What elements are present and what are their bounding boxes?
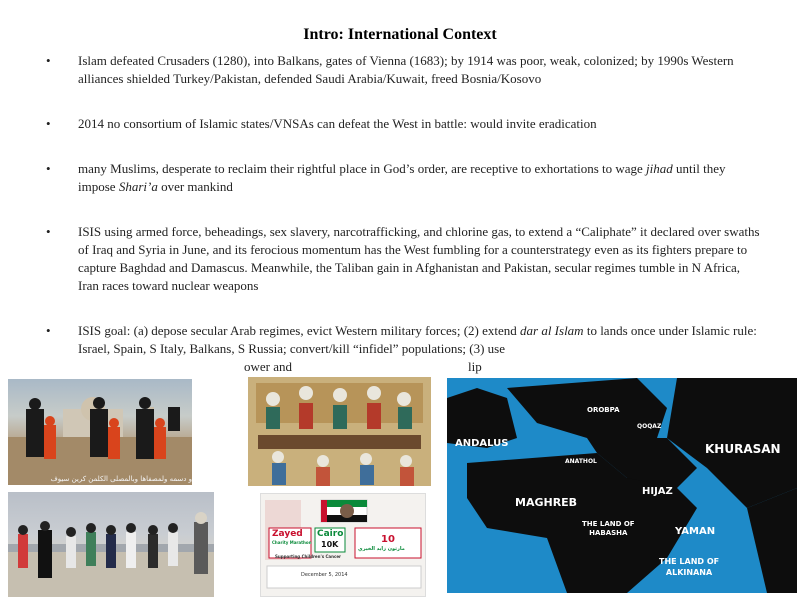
map-label-habasha-line2: HABASHA [589,529,628,537]
bullet-text: 2014 no consortium of Islamic states/VNSAs can defeat the West in battle: would invite eradication [78,116,597,131]
map-label-maghreb: MAGHREB [515,496,578,509]
dancers-illustration [8,492,214,597]
bullet-isis-goal [40,322,760,376]
map-label-alkinana-line2: ALKINANA [665,568,713,577]
poster-zayed: Zayed [272,529,303,539]
poster-ten: 10 [381,534,395,545]
map-label-yaman: YAMAN [675,526,716,537]
bullet-text: Islam defeated Crusaders (1280), into Balkans, gates of Vienna (1683); by 1914 was poor, weak, colonized; by 1990s Western alliances shielded Turkey/Pakistan, defended Saudi Arabia/Kuwait, freed Bosnia/Kosovo [78,53,734,86]
bullet-text-mid: to lands once under Islamic rule: Israel, Spain, S Italy, Balkans, S Russia; convert/kill “infidel” populations; (3) use [78,323,757,356]
bullet-text-post: over mankind [157,179,233,194]
photo-caption: و دسمه ولمصفاها وبالمصلى الكلمن كرين سيوف [50,475,192,483]
poster-date: December 5, 2014 [301,572,348,578]
map-label-qoqaz: QOQAZ [637,423,662,430]
map-label-anathol: ANATHOL [565,458,597,465]
map-label-habasha-line1: THE LAND OF [582,520,635,528]
desert-scene-illustration [8,379,192,485]
bullet-term-sharia: Shari’a [118,179,158,194]
bullet-text-mid: until they impose [78,161,726,194]
slide-title: Intro: International Context [303,26,497,43]
bullet-term-dar-al-islam: dar al Islam [520,323,584,338]
bullet-consortium [40,115,760,133]
poster-cairo: Cairo [317,529,344,539]
map-label-alkinana-line1: THE LAND OF [659,557,720,566]
marathon-poster [260,493,426,597]
bullet-jihad [40,160,760,196]
map-label-alkinana [659,556,719,578]
poster-zayed-subtitle: Charity Marathon [272,540,312,545]
bullet-text-pre: many Muslims, desperate to reclaim their rightful place in God’s order, are receptive to exhortations to wage [78,161,647,176]
bullet-text-fragment: ower and [244,359,293,374]
poster-distance: 10K [321,540,339,549]
bullet-isis-caliphate [40,223,760,295]
bullet-text-pre: ISIS goal: (a) depose secular Arab regimes, evict Western military forces; (2) extend [78,323,521,338]
bullet-text-fragment: lip [468,359,482,374]
map-illustration [447,378,797,593]
dancing-women-photo [8,492,214,597]
bullet-history [40,52,760,88]
ottoman-miniature-painting [248,377,431,486]
map-label-hijaz: HIJAZ [642,486,673,497]
caliphate-map [447,378,797,593]
bullet-list [40,52,760,403]
isis-desert-photo [8,379,192,485]
poster-tagline: Supporting Children's Cancer [275,554,342,559]
poster-arabic-title: مارثون زايد الخيري [358,546,405,552]
miniature-illustration [248,377,431,486]
bullet-text: ISIS using armed force, beheadings, sex slavery, narcotrafficking, and chlorine gas, to extend a “Caliphate” it declared over swaths of Iraq and Syria in June, and its ferocious momentum has the West fumbling for a counterstrategy even as its fighters prepare to capture Baghdad and Damascus. Meanwhile, the Taliban gain in Afghanistan and Pakistan, secular regimes tumble in N Africa, Iran races toward nuclear weapons [78,224,760,293]
map-label-khurasan: KHURASAN [705,442,781,456]
map-label-andalus: ANDALUS [455,438,509,449]
bullet-term-jihad: jihad [646,161,673,176]
map-label-habasha [582,520,635,538]
map-label-orobpa: OROBPA [587,406,620,414]
